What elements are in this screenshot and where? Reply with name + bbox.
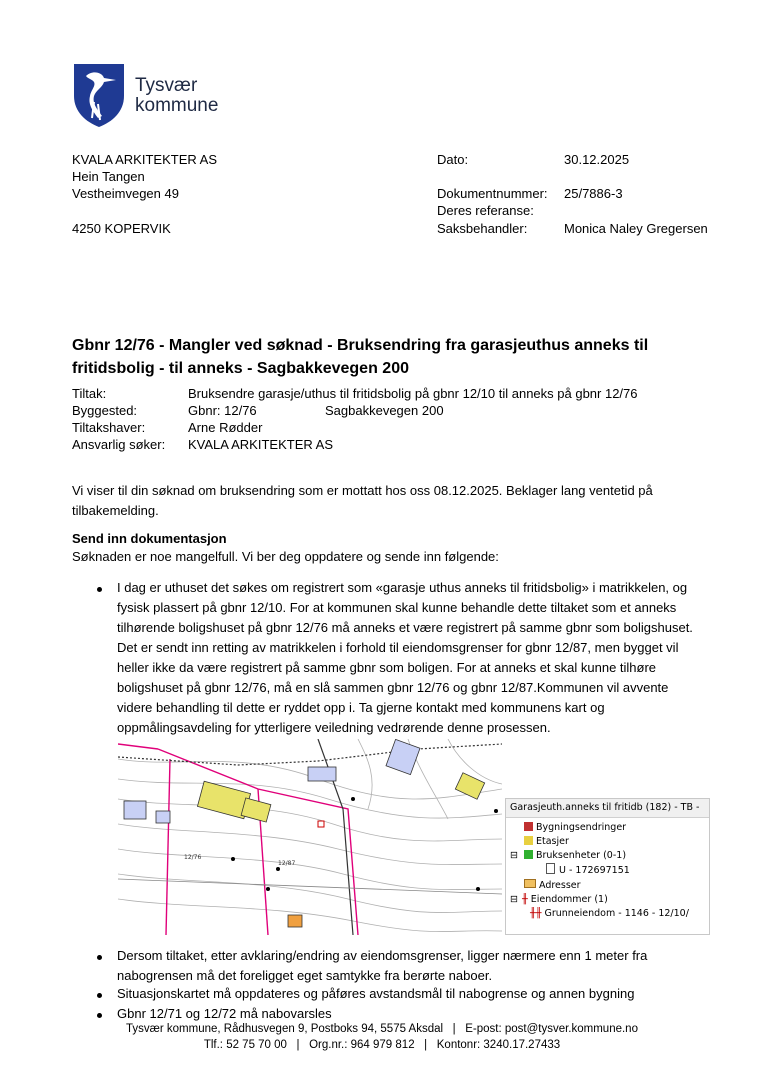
tiltak-label: Tiltak: — [72, 386, 107, 401]
heron-shield-icon — [72, 62, 126, 128]
date-label: Dato: — [437, 152, 469, 167]
document-title: Gbnr 12/76 - Mangler ved søknad - Bruksendring fra garasjeuthus anneks til fritidsbolig - til anneks - Sagbakkevegen 200 — [72, 337, 649, 377]
tree-item-label: Adresser — [539, 880, 581, 891]
tree-item-eiendommer[interactable] — [510, 893, 608, 906]
parcel-label: 12/87 — [278, 860, 296, 867]
tree-item-adresser[interactable] — [510, 879, 581, 892]
fence-icon: ╫ — [521, 894, 528, 905]
section-intro: Søknaden er noe mangelfull. Vi ber deg oppdatere og sende inn følgende: — [72, 549, 499, 564]
footer-address: Tysvær kommune, Rådhusvegen 9, Postboks 94, 5575 Aksdal | E-post: post@tysver.kommune.no — [126, 1023, 638, 1035]
handler-value: Monica Naley Gregersen — [564, 221, 708, 236]
fence-icon: ╫╫ — [530, 908, 542, 919]
units-icon — [524, 850, 533, 859]
byggested-address: Sagbakkevegen 200 — [325, 403, 444, 418]
envelope-icon — [524, 879, 536, 888]
docnum-label: Dokumentnummer: — [437, 186, 548, 201]
ansvarlig-value: KVALA ARKITEKTER AS — [188, 437, 333, 452]
tree-header: Garasjeuth.anneks til fritidb (182) - TB - — [506, 799, 709, 818]
municipality-logo — [72, 62, 126, 128]
cadastral-map — [118, 739, 502, 935]
floors-icon — [524, 836, 533, 845]
recipient-person: Hein Tangen — [72, 169, 145, 184]
docnum-value: 25/7886-3 — [564, 186, 623, 201]
section-heading: Send inn dokumentasjon — [72, 531, 227, 546]
building-change-icon — [524, 822, 533, 831]
tree-item-etasjer[interactable] — [510, 835, 569, 848]
tree-item-label: Grunneiendom - 1146 - 12/10/ — [544, 908, 689, 919]
tree-item-grunneiendom[interactable] — [530, 907, 689, 920]
footer-contact: Tlf.: 52 75 70 00 | Org.nr.: 964 979 812 | Kontonr: 3240.17.27433 — [203, 1039, 561, 1051]
tree-item-label: Eiendommer (1) — [530, 894, 608, 905]
tiltakshaver-label: Tiltakshaver: — [72, 420, 146, 435]
map-drawing — [118, 739, 502, 935]
parcel-label: 12/76 — [184, 854, 202, 861]
byggested-gnr: Gbnr: 12/76 — [188, 403, 257, 418]
collapse-icon[interactable]: ⊟ — [510, 850, 518, 861]
handler-label: Saksbehandler: — [437, 221, 528, 236]
bullet-item-4: Gbnr 12/71 og 12/72 må nabovarsles — [117, 1006, 332, 1021]
tree-item-label: U - 172697151 — [559, 865, 630, 876]
bullet-dot — [97, 993, 102, 998]
intro-paragraph: Vi viser til din søknad om bruksendring som er mottatt hos oss 08.12.2025. Beklager lang ventetid på tilbakemelding. — [72, 483, 653, 518]
bullet-item-1: I dag er uthuset det søkes om registrert som «garasje uthus anneks til fritidsbolig» i matrikkelen, og fysisk plassert på gbnr 12/10. For at kommunen skal kunne behandle dette tiltaket som et anneks tilhørende boligshuset på gbnr 12/76 må anneks et være registrert på samme gbnr som boligshuset. Det er sendt inn retting av matrikkelen i forhold til eiendomsgrenser for gbnr 12/87, men bygget vil heller ikke da være registrert på samme gbnr som boligen. For at anneks et skal kunne tilhøre boligshuset på gbnr 12/76, må en slå sammen gbnr 12/76 og gbnr 12/87.Kommunen vil avvente videre behandling til dette er ryddet opp i. Ta gjerne kontakt med kommunens kart og oppmålingsavdeling for ytterligere veiledning vedrørende denne prosessen. — [117, 580, 693, 735]
tiltakshaver-value: Arne Rødder — [188, 420, 263, 435]
tiltak-value: Bruksendre garasje/uthus til fritidsbolig på gbnr 12/10 til anneks på gbnr 12/76 — [188, 386, 638, 401]
date-value: 30.12.2025 — [564, 152, 630, 167]
bullet-dot — [97, 955, 102, 960]
reference-label: Deres referanse: — [437, 203, 534, 218]
byggested-label: Byggested: — [72, 403, 138, 418]
property-tree-panel — [505, 798, 710, 935]
recipient-street: Vestheimvegen 49 — [72, 186, 179, 201]
logo-name-line2: kommune — [135, 95, 219, 116]
tree-item-label: Etasjer — [536, 836, 569, 847]
document-icon — [546, 863, 555, 874]
tree-item-bruksenheter[interactable] — [510, 849, 626, 862]
tree-item-label: Bygningsendringer — [536, 822, 627, 833]
recipient-postal: 4250 KOPERVIK — [72, 221, 171, 236]
ansvarlig-label: Ansvarlig søker: — [72, 437, 166, 452]
tree-item-label: Bruksenheter (0-1) — [535, 850, 627, 861]
bullet-dot — [97, 587, 102, 592]
bullet-item-3: Situasjonskartet må oppdateres og påføres avstandsmål til nabogrense og annen bygning — [117, 986, 635, 1001]
tree-item-bygningsendringer[interactable] — [510, 821, 626, 834]
recipient-company: KVALA ARKITEKTER AS — [72, 152, 217, 167]
bullet-dot — [97, 1013, 102, 1018]
logo-name-line1: Tysvær — [135, 75, 198, 96]
tree-item-unit[interactable] — [546, 863, 630, 877]
bullet-item-2: Dersom tiltaket, etter avklaring/endring av eiendomsgrenser, ligger nærmere enn 1 meter fra nabogrensen må det foreligget eget samtykke fra berørte naboer. — [117, 948, 648, 983]
collapse-icon[interactable]: ⊟ — [510, 894, 518, 905]
